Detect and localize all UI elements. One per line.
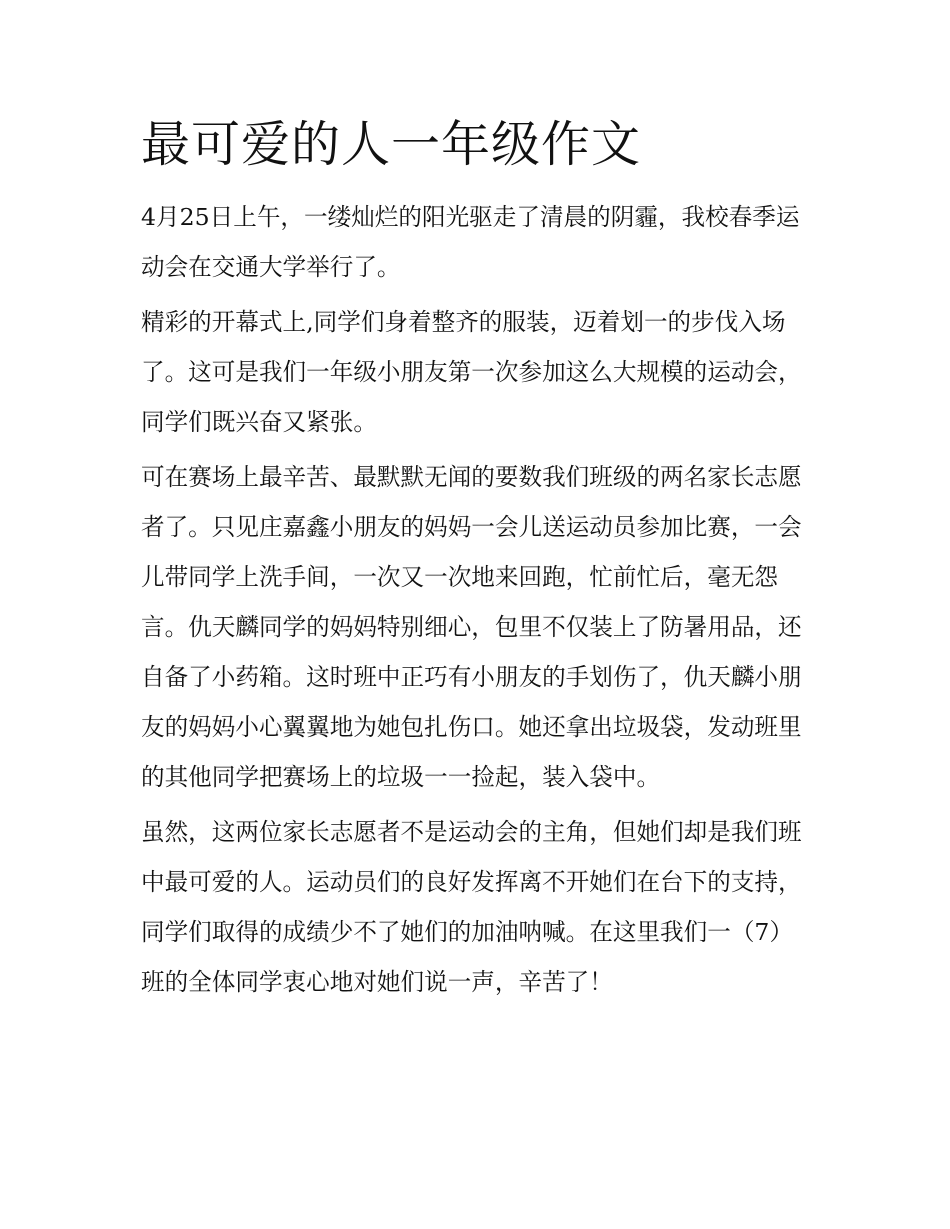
paragraph-4: 虽然，这两位家长志愿者不是运动会的主角，但她们却是我们班中最可爱的人。运动员们的良好发挥离不开她们在台下的支持，同学们取得的成绩少不了她们的加油呐喊。在这里我们一（7）班的全体同学衷心地对她们说一声，辛苦了！ [141,818,802,996]
paragraph-2: 精彩的开幕式上,同学们身着整齐的服装，迈着划一的步伐入场了。这可是我们一年级小朋友第一次参加这么大规模的运动会，同学们既兴奋又紧张。 [141,308,802,436]
essay-title: 最可爱的人一年级作文 [141,116,642,173]
paragraph-3: 可在赛场上最辛苦、最默默无闻的要数我们班级的两名家长志愿者了。只见庄嘉鑫小朋友的妈妈一会儿送运动员参加比赛，一会儿带同学上洗手间，一次又一次地来回跑，忙前忙后，毫无怨言。仇天麟同学的妈妈特别细心，包里不仅装上了防暑用品，还自备了小药箱。这时班中正巧有小朋友的手划伤了，仇天麟小朋友的妈妈小心翼翼地为她包扎伤口。她还拿出垃圾袋，发动班里的其他同学把赛场上的垃圾一一捡起，装入袋中。 [141,463,802,791]
essay-body [141,110,813,1012]
paragraph-1: 4月25日上午，一缕灿烂的阳光驱走了清晨的阴霾，我校春季运动会在交通大学举行了。 [141,203,800,281]
